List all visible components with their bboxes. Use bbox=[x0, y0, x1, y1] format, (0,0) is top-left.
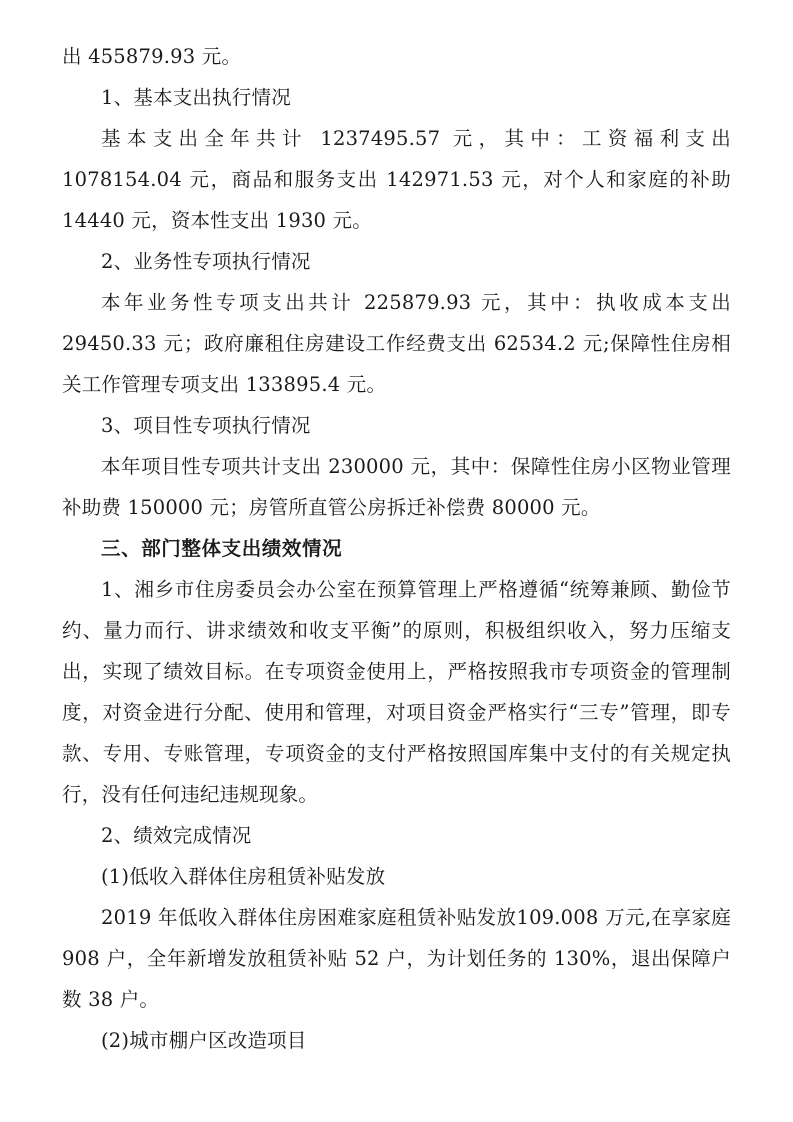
paragraph-item3-body: 本年项目性专项共计支出 230000 元，其中：保障性住房小区物业管理补助费 150000 元；房管所直管公房拆迁补偿费 80000 元。 bbox=[62, 455, 731, 519]
paragraph-performance-2-title: 2、绩效完成情况 bbox=[101, 824, 252, 847]
paragraph-item1-title: 1、基本支出执行情况 bbox=[101, 86, 291, 109]
paragraph-item3-title: 3、项目性专项执行情况 bbox=[101, 414, 311, 437]
paragraph-performance-1: 1、湘乡市住房委员会办公室在预算管理上严格遵循“统筹兼顾、勤俭节约、量力而行、讲求绩效和收支平衡”的原则，积极组织收入，努力压缩支出，实现了绩效目标。在专项资金使用上，严格按照我市专项资金的管理制度，对资金进行分配、使用和管理，对项目资金严格实行“三专”管理，即专款、专用、专账管理，专项资金的支付严格按照国库集中支付的有关规定执行，没有任何违纪违规现象。 bbox=[62, 578, 731, 806]
paragraph-performance-2-2-title: (2)城市棚户区改造项目 bbox=[101, 1029, 307, 1052]
paragraph-performance-2-1-title: (1)低收入群体住房租赁补贴发放 bbox=[101, 865, 386, 888]
paragraph-carryover: 出 455879.93 元。 bbox=[62, 45, 242, 68]
paragraph-item2-body: 本年业务性专项支出共计 225879.93 元，其中：执收成本支出 29450.33 元；政府廉租住房建设工作经费支出 62534.2 元;保障性住房相关工作管理专项支出 133895.4 元。 bbox=[62, 291, 731, 396]
paragraph-item1-body: 基本支出全年共计 1237495.57 元，其中：工资福利支出 1078154.04 元，商品和服务支出 142971.53 元，对个人和家庭的补助 14440 元，资本性支出 1930 元。 bbox=[62, 127, 731, 232]
document-body bbox=[62, 36, 731, 1061]
paragraph-performance-2-1-body: 2019 年低收入群体住房困难家庭租赁补贴发放109.008 万元,在享家庭 908 户，全年新增发放租赁补贴 52 户，为计划任务的 130%，退出保障户数 38 户。 bbox=[62, 906, 731, 1011]
section-heading-three: 三、部门整体支出绩效情况 bbox=[101, 537, 343, 560]
paragraph-item2-title: 2、业务性专项执行情况 bbox=[101, 250, 311, 273]
